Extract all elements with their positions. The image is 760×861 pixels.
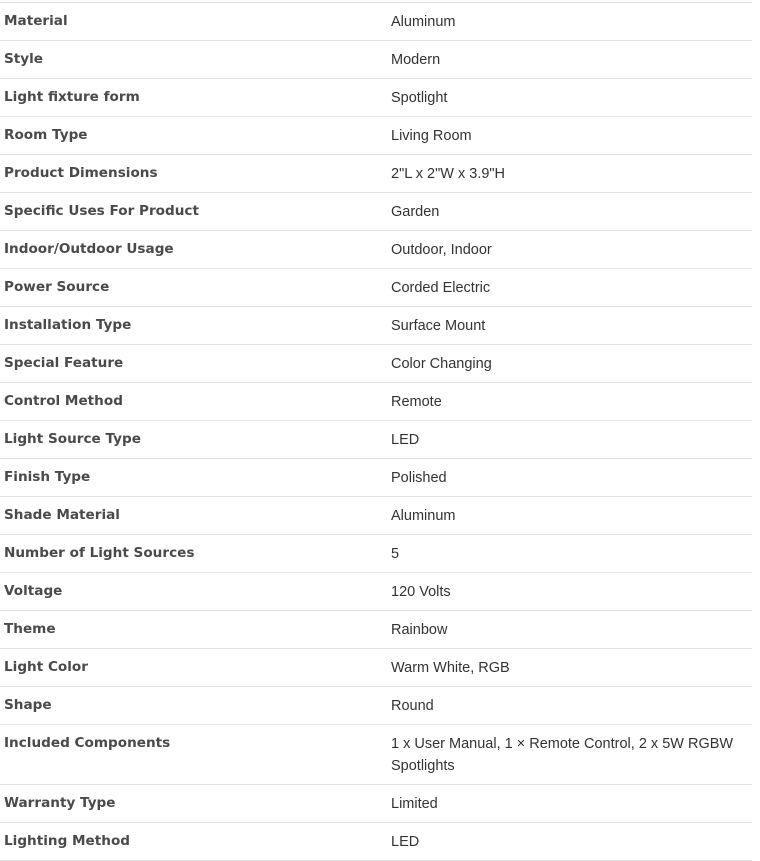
spec-value: Surface Mount <box>391 318 486 334</box>
spec-label: Installation Type <box>4 317 132 333</box>
spec-value: Warm White, RGB <box>391 660 510 676</box>
spec-value: Garden <box>391 204 440 220</box>
table-row <box>0 79 752 117</box>
table-row <box>0 269 752 307</box>
table-row <box>0 41 752 79</box>
spec-label: Shade Material <box>4 507 120 523</box>
spec-label: Specific Uses For Product <box>4 203 199 219</box>
table-row <box>0 785 752 823</box>
product-details-table <box>0 2 752 861</box>
spec-label: Material <box>4 13 68 29</box>
table-row <box>0 3 752 41</box>
table-row <box>0 649 752 687</box>
table-row <box>0 459 752 497</box>
spec-value: Living Room <box>391 128 472 144</box>
spec-label: Light Source Type <box>4 431 141 447</box>
spec-value: Aluminum <box>391 14 456 30</box>
spec-label: Warranty Type <box>4 795 116 811</box>
spec-value: LED <box>391 432 420 448</box>
spec-label: Power Source <box>4 279 110 295</box>
spec-value: 1 x User Manual, 1 × Remote Control, 2 x 5W RGBW Spotlights <box>391 736 734 774</box>
spec-label: Light Color <box>4 659 88 675</box>
spec-label: Voltage <box>4 583 63 599</box>
spec-value: Round <box>391 698 434 714</box>
spec-label: Special Feature <box>4 355 124 371</box>
spec-label: Number of Light Sources <box>4 545 195 561</box>
spec-value: Remote <box>391 394 442 410</box>
product-details-body <box>0 3 752 861</box>
spec-label: Room Type <box>4 127 88 143</box>
table-row <box>0 573 752 611</box>
spec-label: Theme <box>4 621 56 637</box>
table-row <box>0 307 752 345</box>
spec-label: Light fixture form <box>4 89 140 105</box>
table-row <box>0 611 752 649</box>
table-row <box>0 823 752 861</box>
spec-value: 120 Volts <box>391 584 451 600</box>
table-row <box>0 117 752 155</box>
table-row <box>0 421 752 459</box>
spec-value: 2"L x 2"W x 3.9"H <box>391 166 506 182</box>
spec-value: Color Changing <box>391 356 492 372</box>
spec-value: Corded Electric <box>391 280 491 296</box>
table-row <box>0 155 752 193</box>
table-row <box>0 193 752 231</box>
spec-value: Aluminum <box>391 508 456 524</box>
spec-value: Limited <box>391 796 438 812</box>
spec-value: Outdoor, Indoor <box>391 242 492 258</box>
table-row <box>0 497 752 535</box>
spec-label: Style <box>4 51 44 67</box>
spec-label: Lighting Method <box>4 833 131 849</box>
spec-label: Control Method <box>4 393 123 409</box>
spec-value: Modern <box>391 52 441 68</box>
table-row <box>0 535 752 573</box>
spec-value: Spotlight <box>391 90 448 106</box>
table-row <box>0 231 752 269</box>
spec-value: Polished <box>391 470 447 486</box>
table-row <box>0 725 752 785</box>
spec-label: Indoor/Outdoor Usage <box>4 241 174 257</box>
spec-label: Finish Type <box>4 469 91 485</box>
table-row <box>0 383 752 421</box>
spec-label: Shape <box>4 697 52 713</box>
table-row <box>0 345 752 383</box>
spec-label: Included Components <box>4 735 171 751</box>
spec-value: LED <box>391 834 420 850</box>
spec-value: Rainbow <box>391 622 448 638</box>
spec-label: Product Dimensions <box>4 165 158 181</box>
spec-value: 5 <box>391 546 400 562</box>
table-row <box>0 687 752 725</box>
